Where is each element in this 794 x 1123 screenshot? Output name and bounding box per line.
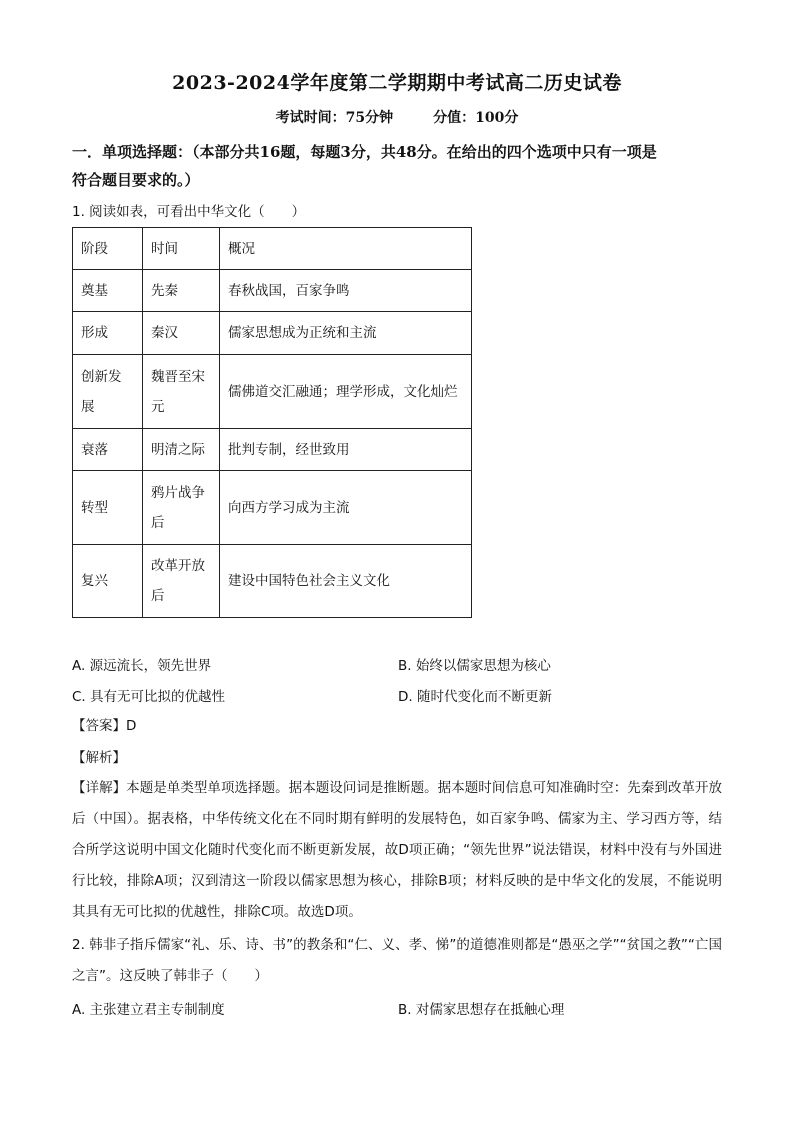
q1-option-c: C. 具有无可比拟的优越性 xyxy=(72,689,226,705)
q2-option-a: A. 主张建立君主专制制度 xyxy=(72,1002,225,1018)
q1-option-b: B. 始终以儒家思想为核心 xyxy=(398,658,551,674)
q2-stem: 2. 韩非子指斥儒家“礼、乐、诗、书”的教条和“仁、义、孝、悌”的道德准则都是“愚巫之学”“贫国之教”“亡国之言”。这反映了韩非子（ ） xyxy=(72,937,722,984)
table-row xyxy=(73,429,472,471)
table-cell: 儒家思想成为正统和主流 xyxy=(220,312,472,355)
table-cell: 儒佛道交汇融通；理学形成，文化灿烂 xyxy=(220,355,472,429)
q1-option-a: A. 源远流长，领先世界 xyxy=(72,658,212,674)
table-cell: 衰落 xyxy=(73,429,143,471)
table-header-cell: 阶段 xyxy=(73,228,143,270)
table-cell: 创新发展 xyxy=(73,355,143,429)
q1-detail: 【详解】本题是单类型单项选择题。据本题设问词是推断题。据本题时间信息可知准确时空：先秦到改革开放后（中国）。据表格，中华传统文化在不同时期有鲜明的发展特色，如百家争鸣、儒家为主、学习西方等，结合所学这说明中国文化随时代变化而不断更新发展，故D项正确；“领先世界”说法错误，材料中没有与外国进行比较，排除A项；汉到清这一阶段以儒家思想为核心，排除B项；材料反映的是中华文化的发展，不能说明其具有无可比拟的优越性，排除C项。故选D项。 xyxy=(72,780,722,920)
table-header-cell: 时间 xyxy=(143,228,220,270)
table-cell: 复兴 xyxy=(73,545,143,618)
section-heading xyxy=(72,138,722,194)
table-cell: 明清之际 xyxy=(143,429,220,471)
table-cell: 奠基 xyxy=(73,270,143,312)
exam-info xyxy=(0,107,794,127)
table-cell: 秦汉 xyxy=(143,312,220,355)
q1-stem: 1. 阅读如表，可看出中华文化（ ） xyxy=(72,204,306,220)
q1-answer: 【答案】D xyxy=(72,718,137,734)
table-row xyxy=(73,312,472,355)
exam-score: 分值：100分 xyxy=(433,110,519,126)
table-cell: 鸦片战争后 xyxy=(143,471,220,545)
table-cell: 批判专制，经世致用 xyxy=(220,429,472,471)
table-cell: 建设中国特色社会主义文化 xyxy=(220,545,472,618)
table-row xyxy=(73,270,472,312)
table-row xyxy=(73,355,472,429)
table-cell: 形成 xyxy=(73,312,143,355)
table-cell: 魏晋至宋元 xyxy=(143,355,220,429)
table-cell: 春秋战国，百家争鸣 xyxy=(220,270,472,312)
q1-analysis-label: 【解析】 xyxy=(72,750,126,766)
section-heading-line-1: 一．单项选择题：（本部分共16题，每题3分，共48分。在给出的四个选项中只有一项是 xyxy=(72,143,657,161)
table-cell: 向西方学习成为主流 xyxy=(220,471,472,545)
table-cell: 先秦 xyxy=(143,270,220,312)
q2-option-b: B. 对儒家思想存在抵触心理 xyxy=(398,1002,565,1018)
table-header-row xyxy=(73,228,472,270)
table-cell: 转型 xyxy=(73,471,143,545)
exam-time: 考试时间：75分钟 xyxy=(275,110,394,126)
section-heading-line-2: 符合题目要求的。） xyxy=(72,171,200,189)
table-row xyxy=(73,471,472,545)
culture-table xyxy=(72,227,472,618)
table-row xyxy=(73,545,472,618)
table-cell: 改革开放后 xyxy=(143,545,220,618)
exam-title: 2023-2024学年度第二学期期中考试高二历史试卷 xyxy=(172,72,622,94)
q1-option-d: D. 随时代变化而不断更新 xyxy=(398,689,552,705)
table-header-cell: 概况 xyxy=(220,228,472,270)
